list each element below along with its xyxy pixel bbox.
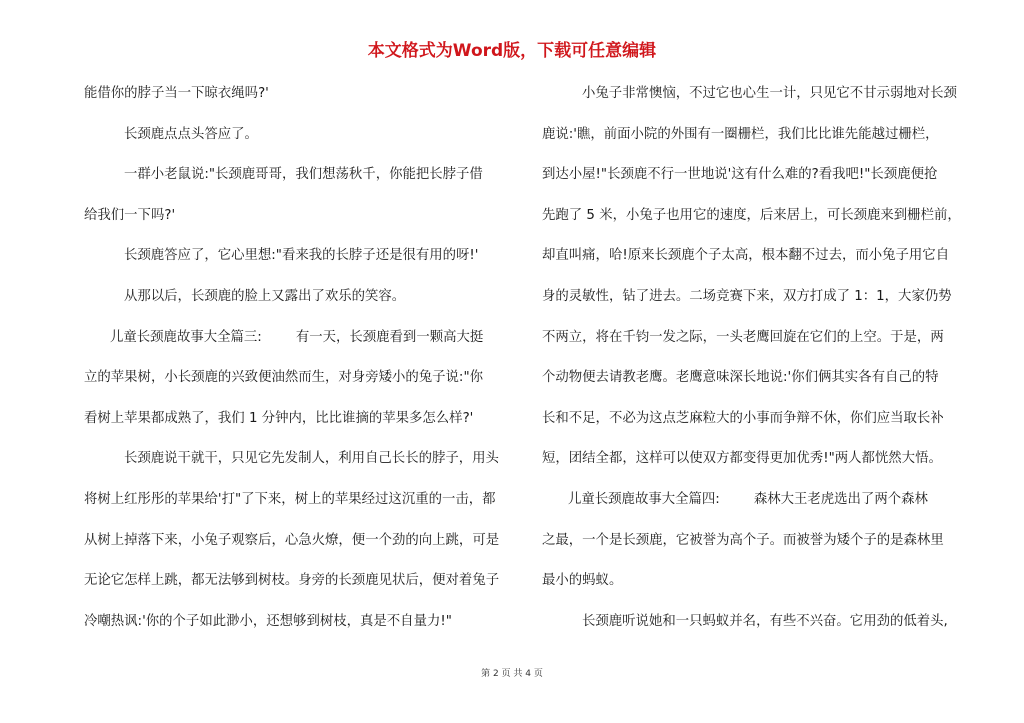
paragraph-line: 冷嘲热讽:'你的个子如此渺小，还想够到树枝，真是不自量力!" xyxy=(84,613,452,629)
paragraph-line: 先跑了 5 米，小兔子也用它的速度，后来居上，可长颈鹿来到栅栏前， xyxy=(542,207,961,223)
section-heading: 儿童长颈鹿故事大全篇四: xyxy=(568,491,720,507)
paragraph-line: 最小的蚂蚁。 xyxy=(542,573,623,589)
paragraph-line: 从那以后，长颈鹿的脸上又露出了欢乐的笑容。 xyxy=(124,288,406,304)
paragraph-line: 长颈鹿点点头答应了。 xyxy=(124,126,258,142)
left-column xyxy=(84,74,502,642)
paragraph-line: 给我们一下吗?' xyxy=(84,207,176,223)
paragraph-line: 能借你的脖子当一下晾衣绳吗?' xyxy=(84,86,269,101)
paragraph-line: 个动物便去请教老鹰。老鹰意味深长地说:'你们俩其实各有自己的特 xyxy=(542,370,939,386)
paragraph-line: 从树上掉落下来，小兔子观察后，心急火燎，便一个劲的向上跳，可是 xyxy=(84,532,500,548)
paragraph-line: 却直叫痛，哈!原来长颈鹿个子太高，根本翻不过去，而小兔子用它自 xyxy=(542,248,950,264)
paragraph-line: 看树上苹果都成熟了，我们 1 分钟内，比比谁摘的苹果多怎么样?' xyxy=(84,410,474,426)
paragraph-line: 长颈鹿听说她和一只蚂蚁并名，有些不兴奋。它用劲的低着头, xyxy=(582,613,948,629)
page-number-footer: 第 2 页 共 4 页 xyxy=(481,669,543,679)
section-heading-line xyxy=(542,480,966,521)
section-heading: 儿童长颈鹿故事大全篇三: xyxy=(110,329,262,345)
paragraph-line: 一群小老鼠说:"长颈鹿哥哥，我们想荡秋千，你能把长脖子借 xyxy=(124,167,483,183)
paragraph-line: 小兔子非常懊恼，不过它也心生一计，只见它不甘示弱地对长颈 xyxy=(582,86,957,101)
paragraph-line: 之最，一个是长颈鹿，它被誉为高个子。而被誉为矮个子的是森林里 xyxy=(542,532,944,548)
paragraph-line: 立的苹果树，小长颈鹿的兴致便油然而生，对身旁矮小的兔子说:"你 xyxy=(84,370,483,386)
paragraph-line: 短，团结全都，这样可以使双方都变得更加优秀!"两人都恍然大悟。 xyxy=(542,451,942,467)
paragraph-line: 长颈鹿说干就干，只见它先发制人，利用自己长长的脖子，用头 xyxy=(124,451,499,467)
paragraph-line: 长颈鹿答应了，它心里想:"看来我的长脖子还是很有用的呀!' xyxy=(124,248,479,264)
paragraph-line: 鹿说:'瞧，前面小院的外围有一圈栅栏，我们比比谁先能越过栅栏， xyxy=(542,126,939,142)
section-opening: 有一天，长颈鹿看到一颗高大挺 xyxy=(295,329,484,345)
section-opening: 森林大王老虎选出了两个森林 xyxy=(753,491,928,507)
paragraph-line: 不两立，将在千钧一发之际，一头老鹰回旋在它们的上空。于是，两 xyxy=(542,329,944,345)
paragraph-line: 将树上红彤彤的苹果给'打"了下来，树上的苹果经过这沉重的一击，都 xyxy=(84,491,496,507)
section-heading-line xyxy=(84,318,502,359)
paragraph-line: 无论它怎样上跳，都无法够到树枝。身旁的长颈鹿见状后，便对着兔子 xyxy=(84,573,500,589)
paragraph-line: 长和不足，不必为这点芝麻粒大的小事而争辩不休，你们应当取长补 xyxy=(542,410,944,426)
paragraph-line: 到达小屋!"长颈鹿不行一世地说'这有什么难的?看我吧!"长颈鹿便抢 xyxy=(542,167,938,183)
document-banner: 本文格式为Word版，下载可任意编辑 xyxy=(367,41,657,61)
right-column xyxy=(542,74,966,642)
paragraph-line: 身的灵敏性，钻了进去。二场竞赛下来，双方打成了 1：1，大家仍势 xyxy=(542,288,952,304)
